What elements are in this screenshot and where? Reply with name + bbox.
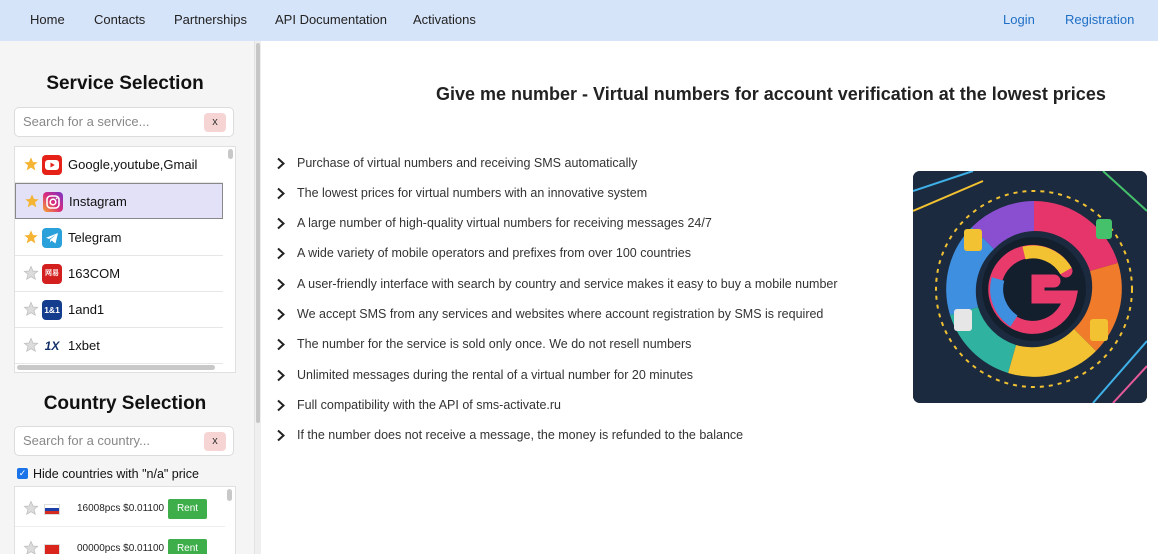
nav-home-link[interactable]: Home	[30, 12, 65, 27]
nav-api-documentation-link[interactable]: API Documentation	[275, 12, 388, 27]
sidebar-scrollbar-thumb[interactable]	[256, 43, 260, 423]
favorite-star-icon[interactable]	[23, 540, 39, 554]
vietnam-flag-icon	[44, 544, 60, 554]
country-list-scrollbar[interactable]	[227, 489, 232, 501]
nav-registration-link[interactable]: Registration	[1065, 12, 1135, 27]
feature-text: A large number of high-quality virtual numbers for receiving messages 24/7	[297, 216, 712, 230]
nav-login-link[interactable]: Login	[1003, 12, 1035, 27]
service-search-clear-button[interactable]: x	[204, 113, 226, 132]
feature-text: Unlimited messages during the rental of a virtual number for 20 minutes	[297, 368, 694, 382]
favorite-star-icon[interactable]	[23, 337, 39, 353]
chevron-right-icon	[276, 338, 286, 351]
service-item-1xbet[interactable]	[15, 328, 223, 364]
feature-text: Full compatibility with the API of sms-activate.ru	[297, 398, 561, 412]
1xbet-icon: 1X	[42, 336, 62, 356]
youtube-icon	[42, 155, 62, 175]
chevron-right-icon	[276, 399, 286, 412]
favorite-star-icon[interactable]	[23, 229, 39, 245]
service-item-instagram[interactable]	[15, 183, 223, 219]
top-nav	[0, 0, 1158, 41]
country-stats: 16008pcs $0.01100	[77, 503, 165, 514]
instagram-icon	[43, 192, 63, 212]
favorite-star-icon[interactable]	[23, 156, 39, 172]
favorite-star-icon[interactable]	[23, 500, 39, 516]
favorite-star-icon[interactable]	[23, 301, 39, 317]
country-search-box	[14, 426, 234, 456]
feature-text: A wide variety of mobile operators and prefixes from over 100 countries	[297, 246, 691, 260]
service-item-label: 1xbet	[68, 338, 100, 353]
service-item-label: Google,youtube,Gmail	[68, 157, 198, 172]
country-search-clear-button[interactable]: x	[204, 432, 226, 451]
country-item-russia[interactable]	[15, 487, 225, 527]
google-sim-illustration	[913, 171, 1147, 403]
chevron-right-icon	[276, 157, 286, 170]
rent-button[interactable]: Rent	[168, 539, 207, 554]
chevron-right-icon	[276, 308, 286, 321]
nav-activations-link[interactable]: Activations	[413, 12, 476, 27]
service-item-google[interactable]	[15, 147, 223, 183]
service-item-label: 1and1	[68, 302, 105, 317]
service-item-label: Instagram	[69, 194, 127, 209]
hide-na-label: Hide countries with "n/a" price	[33, 467, 199, 481]
chevron-right-icon	[276, 369, 286, 382]
1and1-icon: 1&1	[42, 300, 62, 320]
country-search-input[interactable]	[23, 433, 193, 448]
feature-text: Purchase of virtual numbers and receiving SMS automatically	[297, 156, 638, 170]
chevron-right-icon	[276, 187, 286, 200]
chevron-right-icon	[276, 247, 286, 260]
nav-contacts-link[interactable]: Contacts	[94, 12, 146, 27]
service-item-1and1[interactable]	[15, 292, 223, 328]
country-list	[14, 486, 236, 554]
favorite-star-icon[interactable]	[23, 265, 39, 281]
service-selection-title: Service Selection	[46, 73, 204, 94]
service-list-scrollbar[interactable]	[228, 149, 233, 159]
hide-na-checkbox[interactable]: ✓	[18, 468, 27, 478]
country-stats: 00000pcs $0.01100	[77, 543, 165, 554]
service-search-box	[14, 107, 234, 137]
service-item-label: 163COM	[68, 266, 121, 281]
service-item-telegram[interactable]	[15, 220, 223, 256]
russia-flag-icon	[44, 504, 60, 515]
country-item-vietnam[interactable]	[15, 527, 225, 554]
feature-text: If the number does not receive a message, the money is refunded to the balance	[297, 428, 744, 442]
sidebar-scrollbar[interactable]	[254, 41, 261, 554]
chevron-right-icon	[276, 278, 286, 291]
service-item-label: Telegram	[68, 230, 122, 245]
favorite-star-icon[interactable]	[24, 193, 40, 209]
chevron-right-icon	[276, 429, 286, 442]
country-selection-title: Country Selection	[43, 393, 207, 414]
feature-text: The number for the service is sold only once. We do not resell numbers	[297, 337, 692, 351]
service-list	[14, 146, 236, 373]
163com-icon: 网易	[42, 264, 62, 284]
feature-text: We accept SMS from any services and websites where account registration by SMS is required	[297, 307, 824, 321]
feature-text: A user-friendly interface with search by country and service makes it easy to buy a mobile number	[297, 277, 838, 291]
service-item-163com[interactable]	[15, 256, 223, 292]
rent-button[interactable]: Rent	[168, 499, 207, 519]
nav-partnerships-link[interactable]: Partnerships	[174, 12, 247, 27]
page-title: Give me number - Virtual numbers for account verification at the lowest prices	[436, 84, 1106, 104]
service-list-horizontal-scrollbar[interactable]	[17, 365, 215, 370]
feature-text: The lowest prices for virtual numbers with an innovative system	[297, 186, 648, 200]
service-search-input[interactable]	[23, 114, 193, 129]
chevron-right-icon	[276, 217, 286, 230]
telegram-icon	[42, 228, 62, 248]
